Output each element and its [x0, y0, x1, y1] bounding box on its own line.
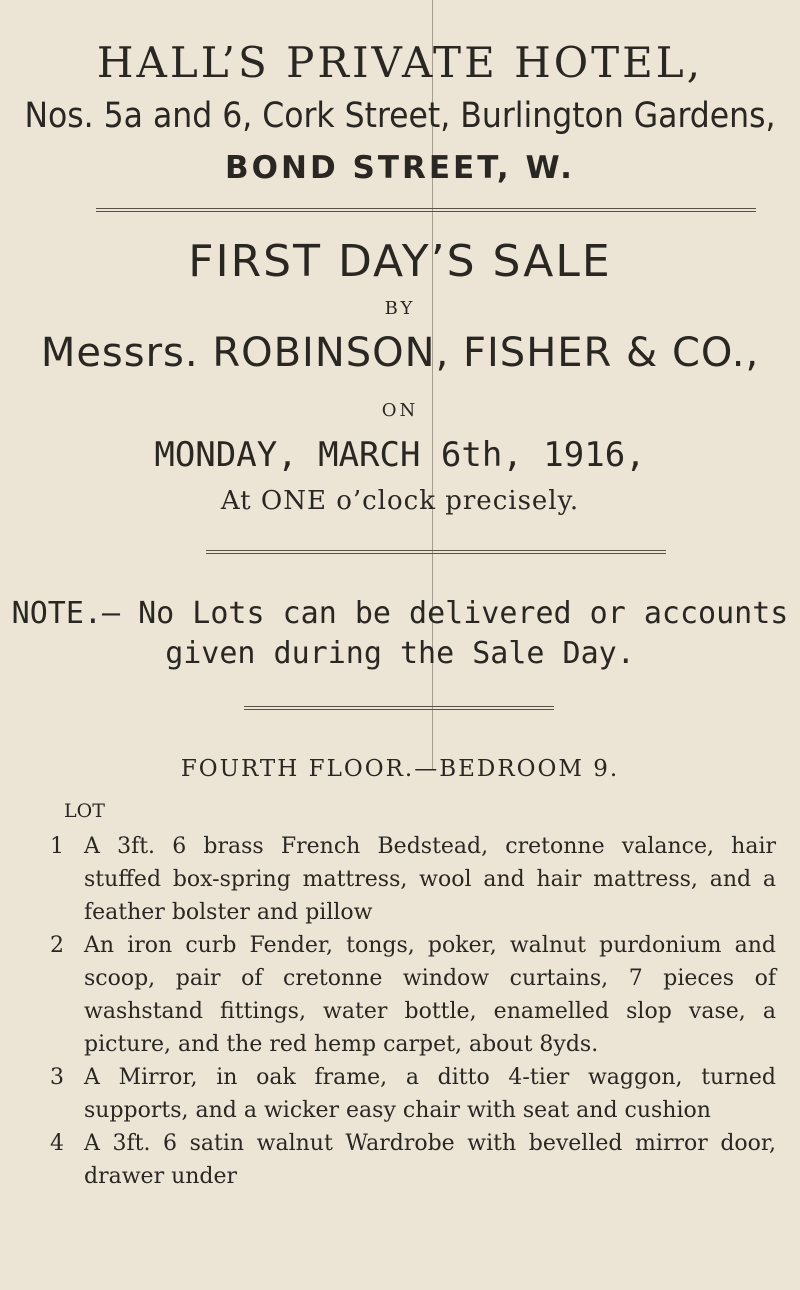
lot-column-label: LOT: [64, 800, 105, 822]
note-line-2: given during the Sale Day.: [165, 636, 635, 671]
lot-item: [50, 1127, 776, 1193]
auctioneers: Messrs. ROBINSON, FISHER & CO.,: [40, 330, 760, 376]
sale-by: BY: [384, 298, 416, 319]
sale-title: FIRST DAY’S SALE: [188, 236, 612, 287]
lot-number: 4: [50, 1131, 64, 1156]
hotel-address: Nos. 5a and 6, Cork Street, Burlington Gardens,: [24, 96, 776, 136]
sale-on: ON: [381, 400, 419, 421]
header-divider: [96, 208, 756, 212]
lot-number: 2: [50, 933, 64, 958]
lot-item: [50, 929, 776, 1061]
lot-description: A Mirror, in oak frame, a ditto 4-tier waggon, turned supports, and a wicker easy chair with seat and cushion: [84, 1065, 776, 1123]
sale-date: MONDAY, MARCH 6th, 1916,: [154, 435, 646, 475]
note-line-1: NOTE.— No Lots can be delivered or accounts: [11, 596, 789, 631]
sale-divider: [206, 550, 666, 554]
lot-list: [50, 830, 776, 1193]
lot-number: 3: [50, 1065, 64, 1090]
lot-description: A 3ft. 6 satin walnut Wardrobe with bevelled mirror door, drawer under: [84, 1131, 776, 1189]
section-heading: FOURTH FLOOR.—BEDROOM 9.: [180, 756, 620, 782]
hotel-street: BOND STREET, W.: [225, 150, 575, 186]
note-divider: [244, 706, 554, 710]
lot-item: [50, 1061, 776, 1127]
lot-item: [50, 830, 776, 929]
sale-time: At ONE o’clock precisely.: [220, 486, 580, 516]
hotel-name: HALL’S PRIVATE HOTEL,: [96, 38, 704, 87]
lot-description: An iron curb Fender, tongs, poker, walnut purdonium and scoop, pair of cretonne window curtains, 7 pieces of washstand fittings, water bottle, enamelled slop vase, a picture, and the red hemp carpet, about 8yds.: [84, 933, 776, 1057]
lot-description: A 3ft. 6 brass French Bedstead, cretonne valance, hair stuffed box-spring mattress, wool and hair mattress, and a feather bolster and pillow: [84, 834, 776, 925]
lot-number: 1: [50, 834, 64, 859]
